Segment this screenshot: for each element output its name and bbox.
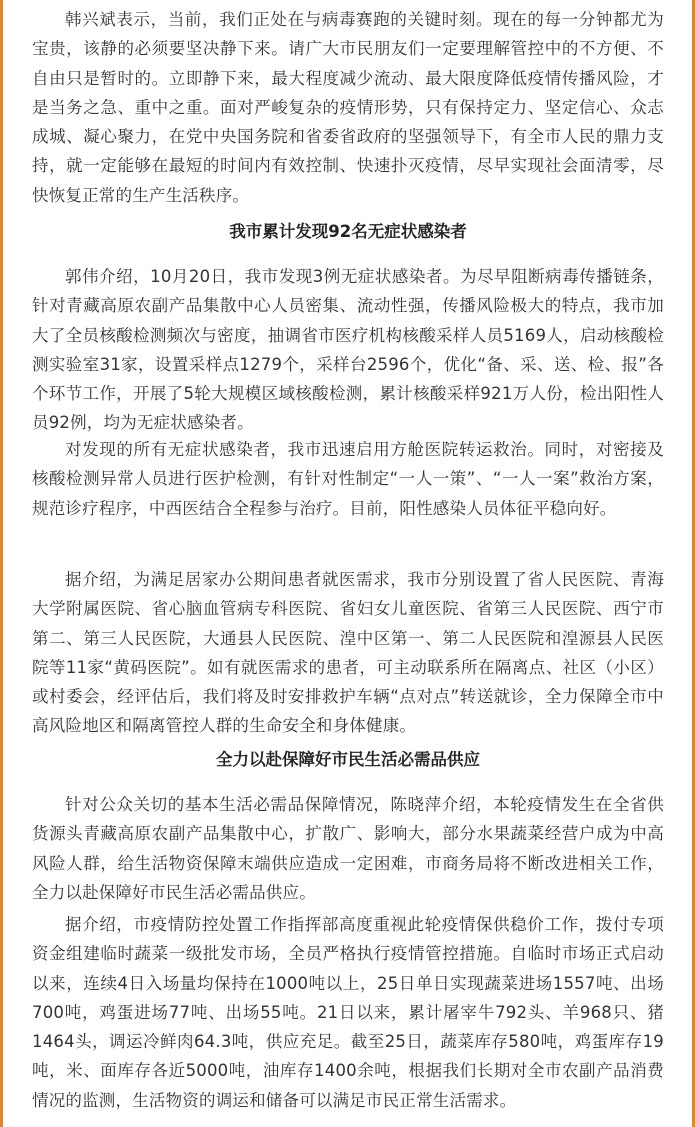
section-heading-infections: 我市累计发现92名无症状感染者 — [229, 222, 467, 241]
paragraph-chen-xiaoping: 针对公众关切的基本生活必需品保障情况，陈晓萍介绍，本轮疫情发生在全省供货源头青藏高原农副产品集散中心，扩散广、影响大，部分水果蔬菜经营户成为中高风险人群，给生活物资保障末端供应造成一定困难，市商务局将不断改进相关工作，全力以赴保障好市民生活必需品供应。 — [32, 795, 664, 902]
paragraph-guo-wei: 郭伟介绍，10月20日，我市发现3例无症状感染者。为尽早阻断病毒传播链条，针对青藏高原农副产品集散中心人员密集、流动性强，传播风险极大的特点，我市加大了全员核酸检测频次与密度，抽调省市医疗机构核酸采样人员5169人，启动核酸检测实验室31家，设置采样点1279个，采样台2596个，优化“备、采、送、检、报”各个环节工作，开展了5轮大规模区域核酸检测，累计核酸采样921万人份，检出阳性人员92例，均为无症状感染者。 — [32, 267, 664, 433]
paragraph-han-xingbin: 韩兴斌表示，当前，我们正处在与病毒赛跑的关键时刻。现在的每一分钟都尤为宝贵，该静的必须要坚决静下来。请广大市民朋友们一定要理解管控中的不方便、不自由只是暂时的。立即静下来，最大程度减少流动、最大限度降低疫情传播风险，才是当务之急、重中之重。面对严峻复杂的疫情形势，只有保持定力、坚定信心、众志成城、凝心聚力，在党中央国务院和省委省政府的坚强领导下，有全市人民的鼎力支持，就一定能够在最短的时间内有效控制、快速扑灭疫情，尽早实现社会面清零，尽快恢复正常的生产生活秩序。 — [32, 10, 664, 205]
paragraph-market-supply: 据介绍，市疫情防控处置工作指挥部高度重视此轮疫情保供稳价工作，拨付专项资金组建临时蔬菜一级批发市场，全员严格执行疫情管控措施。自临时市场正式启动以来，连续4日入场量均保持在1000吨以上，25日单日实现蔬菜进场1557吨、出场700吨，鸡蛋进场77吨、出场55吨。21日以来，累计屠宰牛792头、羊968只、猪1464头，调运冷鲜肉64.3吨，供应充足。截至25日，蔬菜库存580吨，鸡蛋库存19吨，米、面库存各近5000吨，油库存1400余吨，根据我们长期对全市农副产品消费情况的监测，生活物资的调运和储备可以满足市民正常生活需求。 — [32, 915, 664, 1110]
section-heading-supplies: 全力以赴保障好市民生活必需品供应 — [216, 750, 480, 769]
paragraph-treatment: 对发现的所有无症状感染者，我市迅速启用方舱医院转运救治。同时，对密接及核酸检测异常人员进行医护检测，有针对性制定“一人一策”、“一人一案”救治方案，规范诊疗程序，中西医结合全程参与治疗。目前，阳性感染人员体征平稳向好。 — [32, 440, 664, 518]
paragraph-hospitals: 据介绍，为满足居家办公期间患者就医需求，我市分别设置了省人民医院、青海大学附属医院、省心脑血管病专科医院、省妇女儿童医院、省第三人民医院、西宁市第二、第三人民医院，大通县人民医院、湟中区第一、第二人民医院和湟源县人民医院等11家“黄码医院”。如有就医需求的患者，可主动联系所在隔离点、社区（小区）或村委会，经评估后，我们将及时安排救护车辆“点对点”转送就诊，全力保障全市中高风险地区和隔离管控人群的生命安全和身体健康。 — [32, 570, 664, 736]
